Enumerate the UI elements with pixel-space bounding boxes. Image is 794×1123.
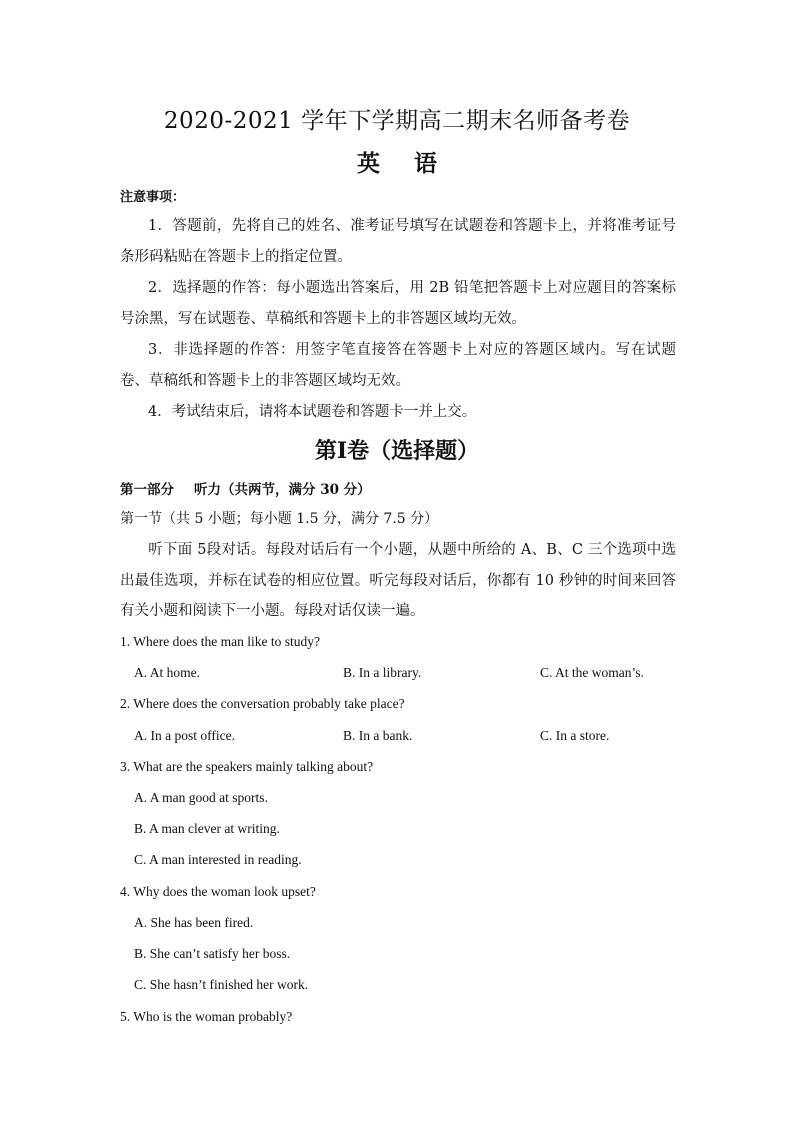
exam-title: 2020-2021 学年下学期高二期末名师备考卷	[163, 108, 631, 134]
note-item-1: 1．答题前，先将自己的姓名、准考证号填写在试题卷和答题卡上，并将准考证号条形码粘贴在答题卡上的指定位置。	[120, 218, 676, 265]
note-item-2: 2．选择题的作答：每小题选出答案后，用 2B 铅笔把答题卡上对应题目的答案标号涂黑，写在试题卷、草稿纸和答题卡上的非答题区域均无效。	[120, 280, 676, 327]
question-1-option-c: C. At the woman’s.	[540, 665, 644, 680]
note-item-4: 4．考试结束后，请将本试题卷和答题卡一并上交。	[148, 404, 477, 420]
question-1: 1. Where does the man like to study?	[120, 634, 320, 649]
part-title	[120, 478, 371, 498]
question-2: 2. Where does the conversation probably take place?	[120, 696, 405, 711]
note-item-3: 3．非选择题的作答：用签字笔直接答在答题卡上对应的答题区域内。写在试题卷、草稿纸和答题卡上的非答题区域均无效。	[120, 342, 676, 389]
notes-heading: 注意事项：	[120, 190, 186, 205]
question-2-option-c: C. In a store.	[540, 728, 610, 743]
question-4: 4. Why does the woman look upset?	[120, 884, 316, 899]
part-label: 第一部分	[120, 482, 174, 498]
question-2-option-a: A. In a post office.	[134, 728, 235, 743]
question-1-option-a: A. At home.	[134, 665, 200, 680]
question-5: 5. Who is the woman probably?	[120, 1009, 293, 1024]
listening-instructions: 听下面 5段对话。每段对话后有一个小题，从题中所给的 A、B、C 三个选项中选出最佳选项，并标在试卷的相应位置。听完每段对话后，你都有 10 秒钟的时间来回答有关小题和阅读下一小题。每段对话仅读一遍。	[120, 542, 676, 619]
question-2-option-b: B. In a bank.	[343, 728, 413, 743]
section-title: 第Ⅰ卷（选择题）	[314, 438, 480, 464]
exam-subject: 英 语	[356, 150, 437, 177]
part-desc: 听力（共两节，满分 30 分）	[194, 482, 371, 498]
question-3-option-a: A. A man good at sports.	[134, 790, 268, 805]
question-3: 3. What are the speakers mainly talking about?	[120, 759, 374, 774]
question-4-option-a: A. She has been fired.	[134, 915, 254, 930]
question-4-option-b: B. She can’t satisfy her boss.	[134, 946, 291, 961]
sub-section-title: 第一节（共 5 小题；每小题 1.5 分，满分 7.5 分）	[120, 511, 439, 527]
question-3-option-b: B. A man clever at writing.	[134, 821, 280, 836]
question-1-option-b: B. In a library.	[343, 665, 422, 680]
question-4-option-c: C. She hasn’t finished her work.	[134, 977, 309, 992]
question-3-option-c: C. A man interested in reading.	[134, 852, 302, 867]
